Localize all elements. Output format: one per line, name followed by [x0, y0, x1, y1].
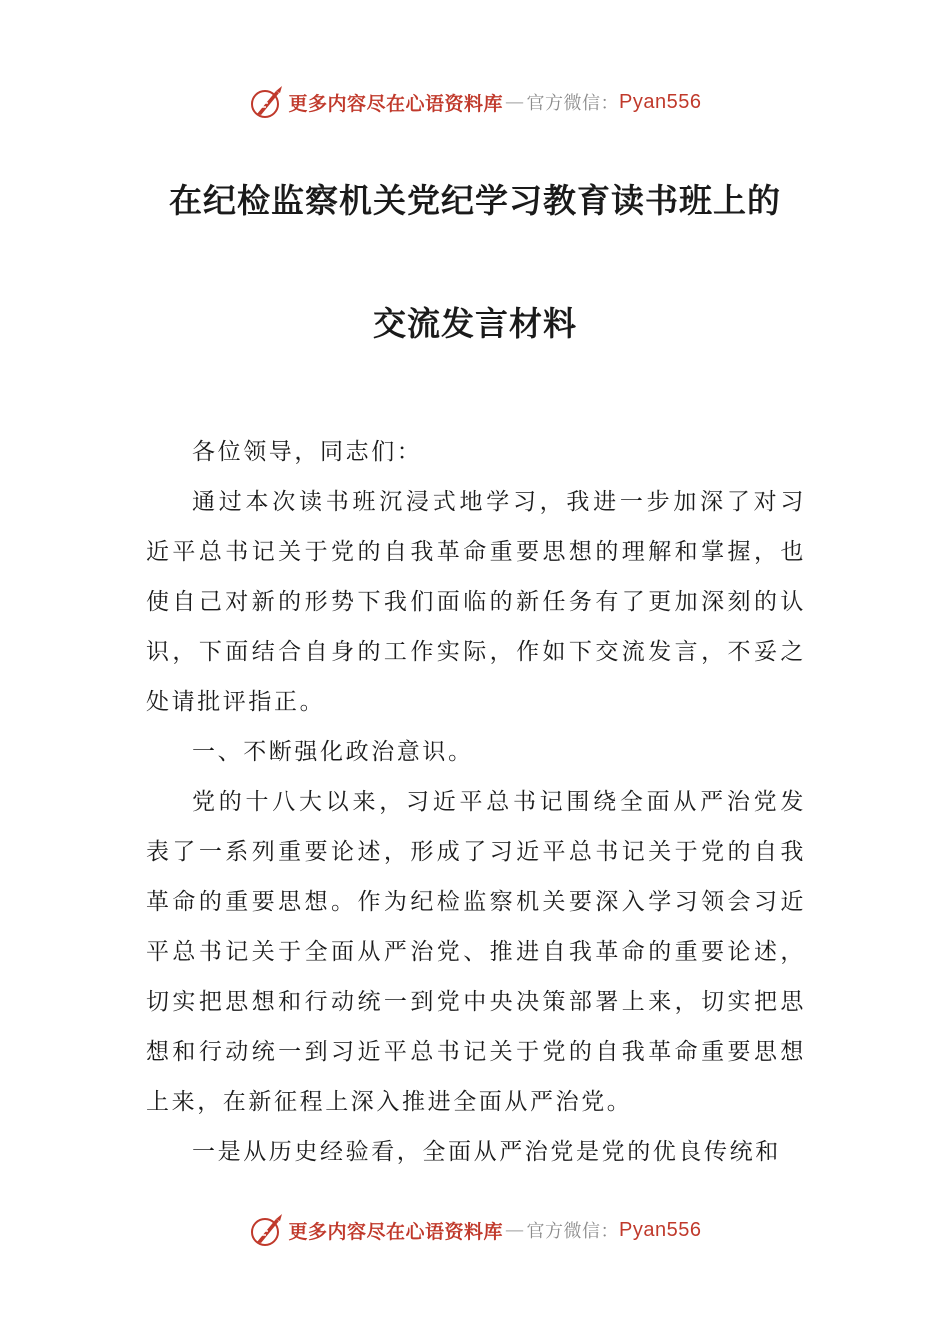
quill-pen-logo-icon — [249, 84, 285, 120]
section-heading: 一、不断强化政治意识。 — [192, 739, 474, 765]
footer-banner — [0, 1210, 950, 1250]
section-paragraph: 党的十八大以来，习近平总书记围绕全面从严治党发表了一系列重要论述，形成了习近平总书记关于党的自我革命的重要思想。作为纪检监察机关要深入学习领会习近平总书记关于全面从严治党、推进自我革命的重要论述，切实把思想和行动统一到党中央决策部署上来，切实把思想和行动统一到习近平总书记关于党的自我革命重要思想上来，在新征程上深入推进全面从严治党。 — [146, 789, 806, 1115]
banner-wechat-label: 官方微信： — [526, 93, 620, 114]
salutation-paragraph: 各位领导，同志们： — [192, 439, 423, 465]
banner-separator: — — [505, 1219, 525, 1241]
banner-brand-text: 更多内容尽在心语资料库 — [288, 1220, 504, 1243]
banner-brand-text: 更多内容尽在心语资料库 — [288, 92, 504, 115]
banner-wechat-id: Pyan556 — [619, 1218, 702, 1241]
banner-wechat-id: Pyan556 — [619, 90, 702, 113]
document-title-line-1: 在纪检监察机关党纪学习教育读书班上的 — [169, 181, 781, 220]
document-title-line-2: 交流发言材料 — [373, 304, 577, 343]
banner-wechat-label: 官方微信： — [526, 1221, 620, 1242]
document-body — [146, 427, 806, 1177]
banner-separator: — — [505, 91, 525, 113]
intro-paragraph: 通过本次读书班沉浸式地学习，我进一步加深了对习近平总书记关于党的自我革命重要思想的理解和掌握，也使自己对新的形势下我们面临的新任务有了更加深刻的认识，下面结合自身的工作实际，作如下交流发言，不妥之处请批评指正。 — [146, 489, 806, 715]
header-banner — [0, 82, 950, 122]
quill-pen-logo-icon — [249, 1212, 285, 1248]
point-paragraph: 一是从历史经验看，全面从严治党是党的优良传统和 — [192, 1139, 781, 1165]
